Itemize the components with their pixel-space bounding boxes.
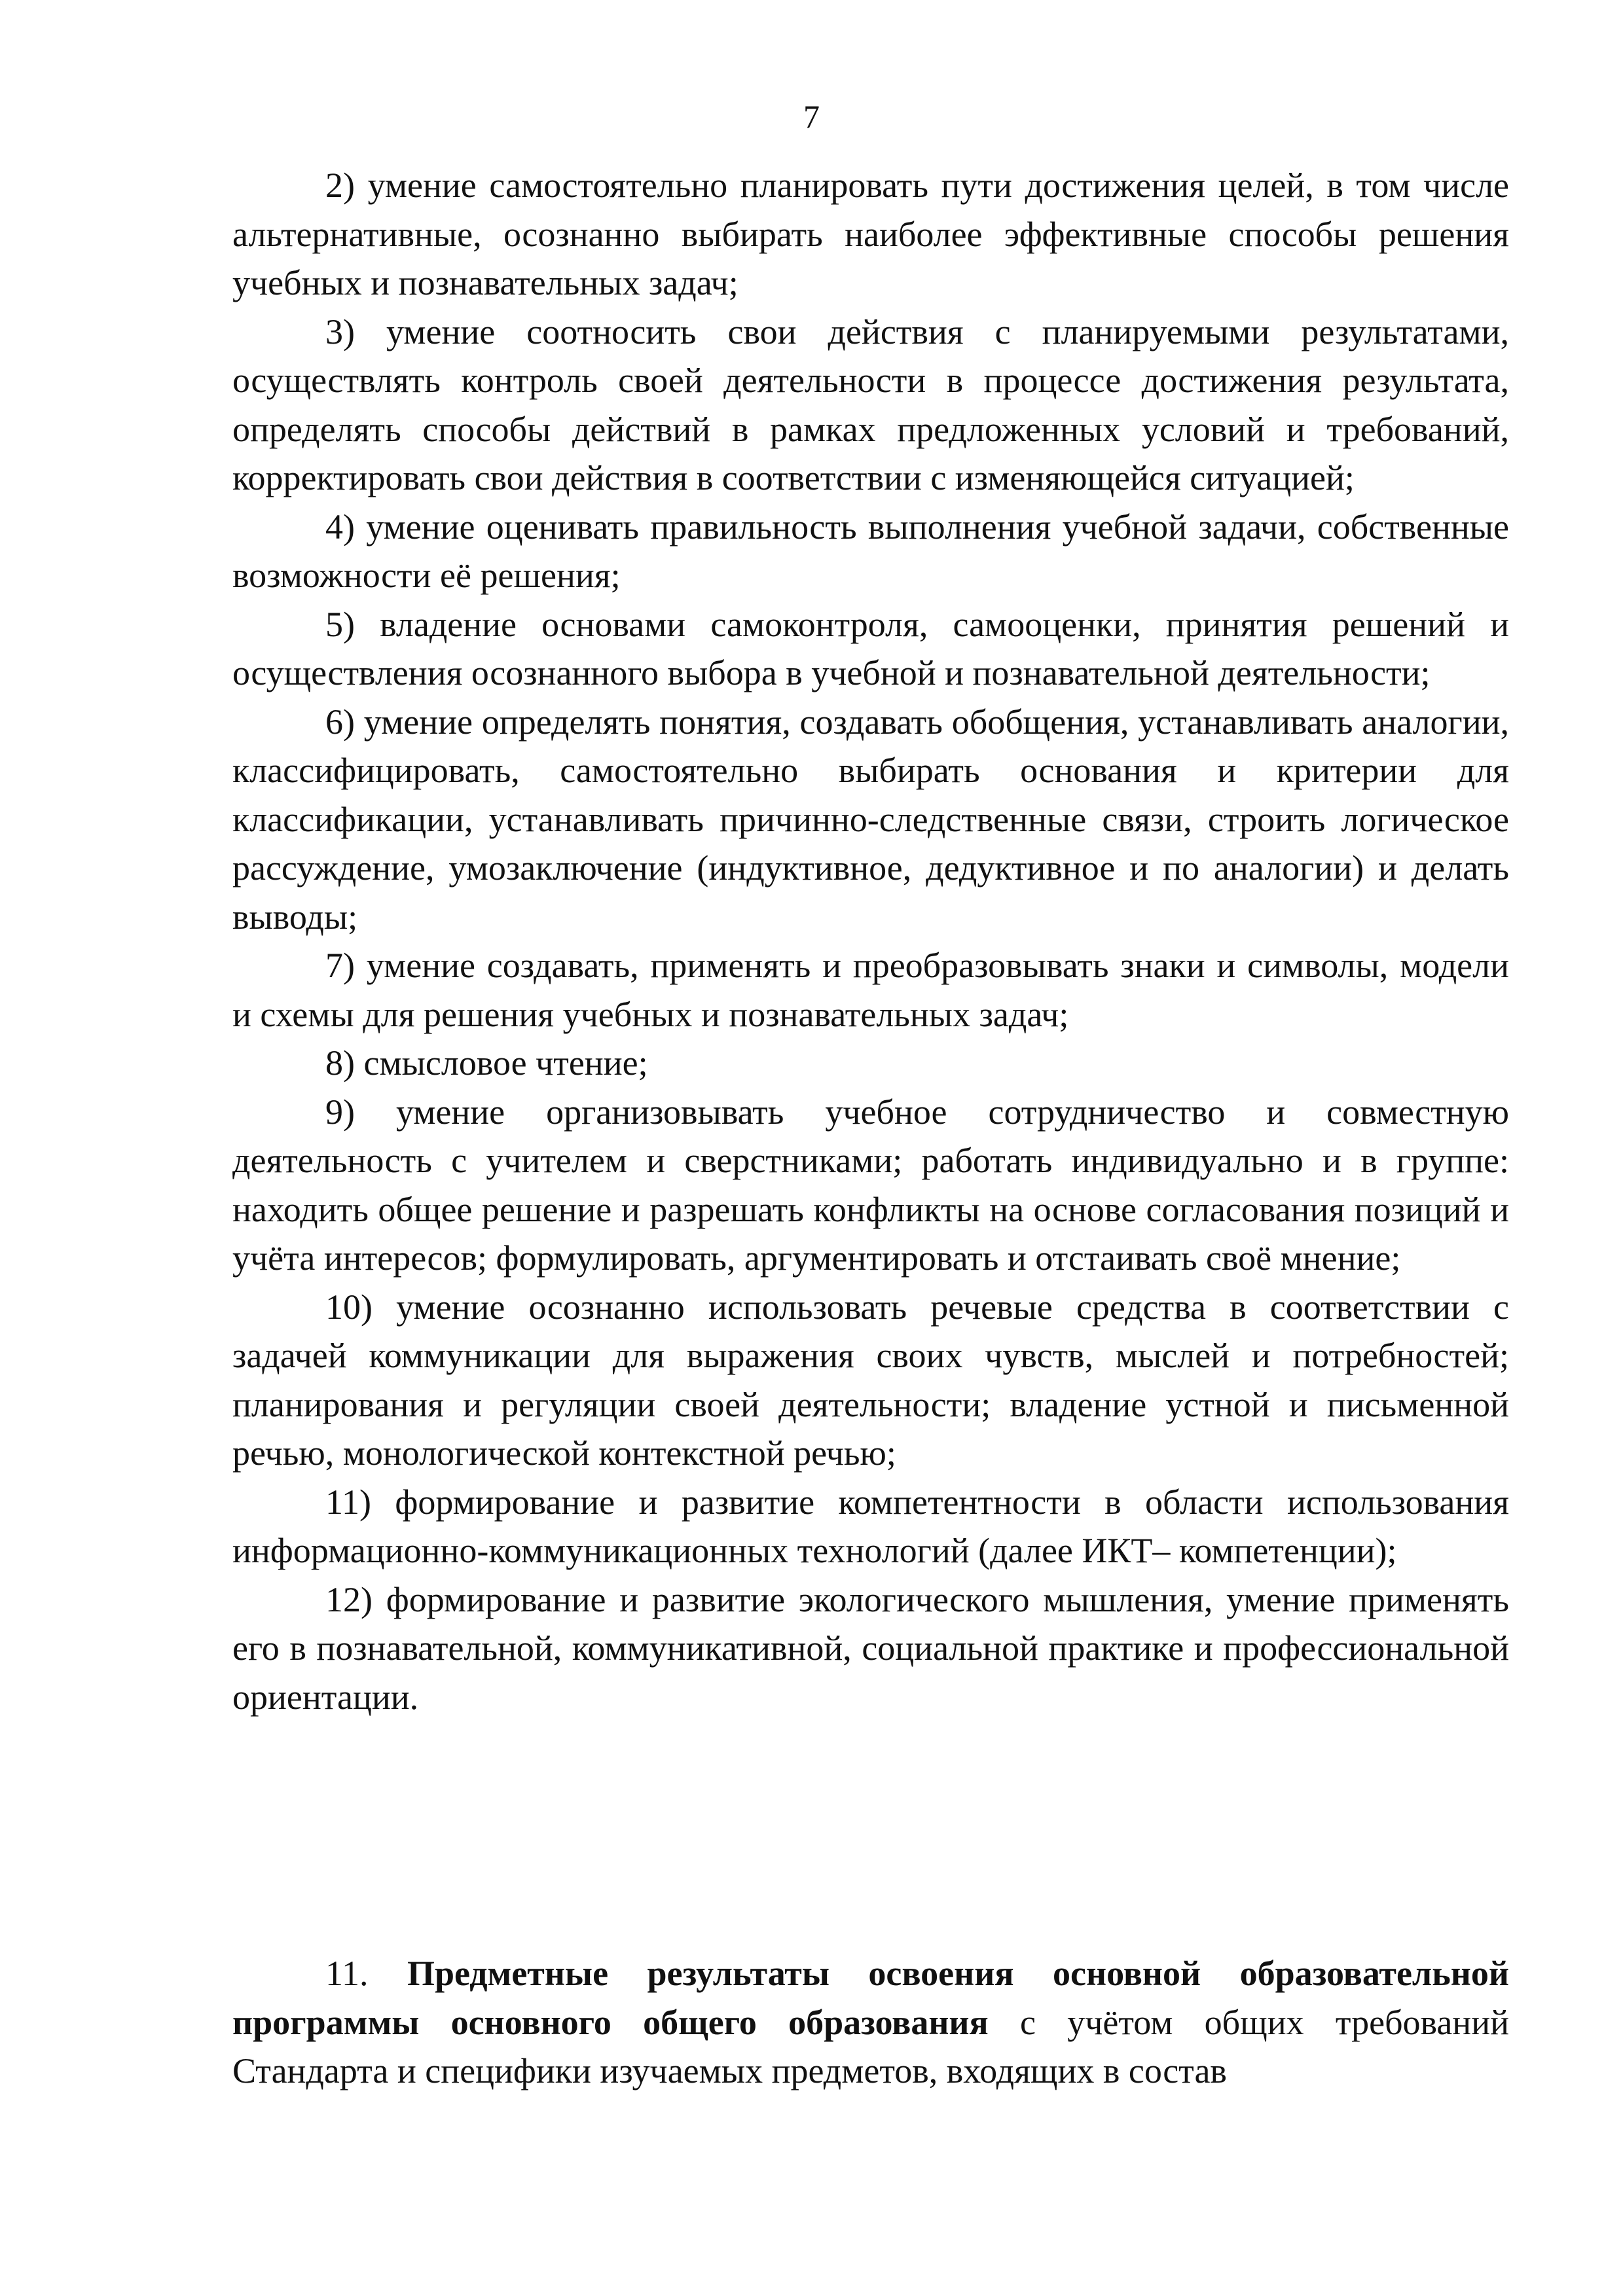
section-number: 11. bbox=[325, 1954, 369, 1993]
list-item: 2) умение самостоятельно планировать пути достижения целей, в том числе альтернативные, осознанно выбирать наиболее эффективные способы решения учебных и познавательных задач; bbox=[232, 166, 1509, 302]
list-item: 4) умение оценивать правильность выполнения учебной задачи, собственные возможности её решения; bbox=[232, 507, 1509, 595]
competency-list bbox=[232, 161, 1509, 1721]
list-item: 12) формирование и развитие экологического мышления, умение применять его в познавательной, коммуникативной, социальной практике и профессиональной ориентации. bbox=[232, 1579, 1509, 1717]
list-item: 11) формирование и развитие компетентности в области использования информационно-коммуникационных технологий (далее ИКТ– компетенции); bbox=[232, 1482, 1509, 1570]
list-item: 8) смысловое чтение; bbox=[325, 1043, 648, 1083]
list-item: 3) умение соотносить свои действия с планируемыми результатами, осуществлять контроль своей деятельности в процессе достижения результата, определять способы действий в рамках предложенных условий и требований, корректировать свои действия в соответствии с изменяющейся ситуацией; bbox=[232, 312, 1509, 497]
section-text: с учётом общих требований Стандарта и специфики изучаемых предметов, входящих в состав bbox=[232, 2002, 1509, 2090]
list-item: 10) умение осознанно использовать речевые средства в соответствии с задачей коммуникации для выражения своих чувств, мыслей и потребностей; планирования и регуляции своей деятельности; владение устной и письменной речью, монологической контекстной речью; bbox=[232, 1287, 1509, 1473]
list-item: 6) умение определять понятия, создавать обобщения, устанавливать аналогии, классифицировать, самостоятельно выбирать основания и критерии для классификации, устанавливать причинно-следственные связи, строить логическое рассуждение, умозаключение (индуктивное, дедуктивное и по аналогии) и делать выводы; bbox=[232, 702, 1509, 937]
section-paragraph bbox=[232, 1949, 1509, 2096]
list-item: 9) умение организовывать учебное сотрудничество и совместную деятельность с учителем и сверстниками; работать индивидуально и в группе: находить общее решение и разрешать конфликты на основе согласования позиций и учёта интересов; формулировать, аргументировать и отстаивать своё мнение; bbox=[232, 1092, 1509, 1278]
section-title: Предметные результаты освоения основной образовательной программы основного общего образования bbox=[232, 1954, 1509, 2042]
page-number: 7 bbox=[803, 98, 820, 135]
section-11 bbox=[232, 1949, 1509, 2096]
list-item: 7) умение создавать, применять и преобразовывать знаки и символы, модели и схемы для решения учебных и познавательных задач; bbox=[232, 946, 1509, 1034]
list-item: 5) владение основами самоконтроля, самооценки, принятия решений и осуществления осознанного выбора в учебной и познавательной деятельности; bbox=[232, 604, 1509, 692]
